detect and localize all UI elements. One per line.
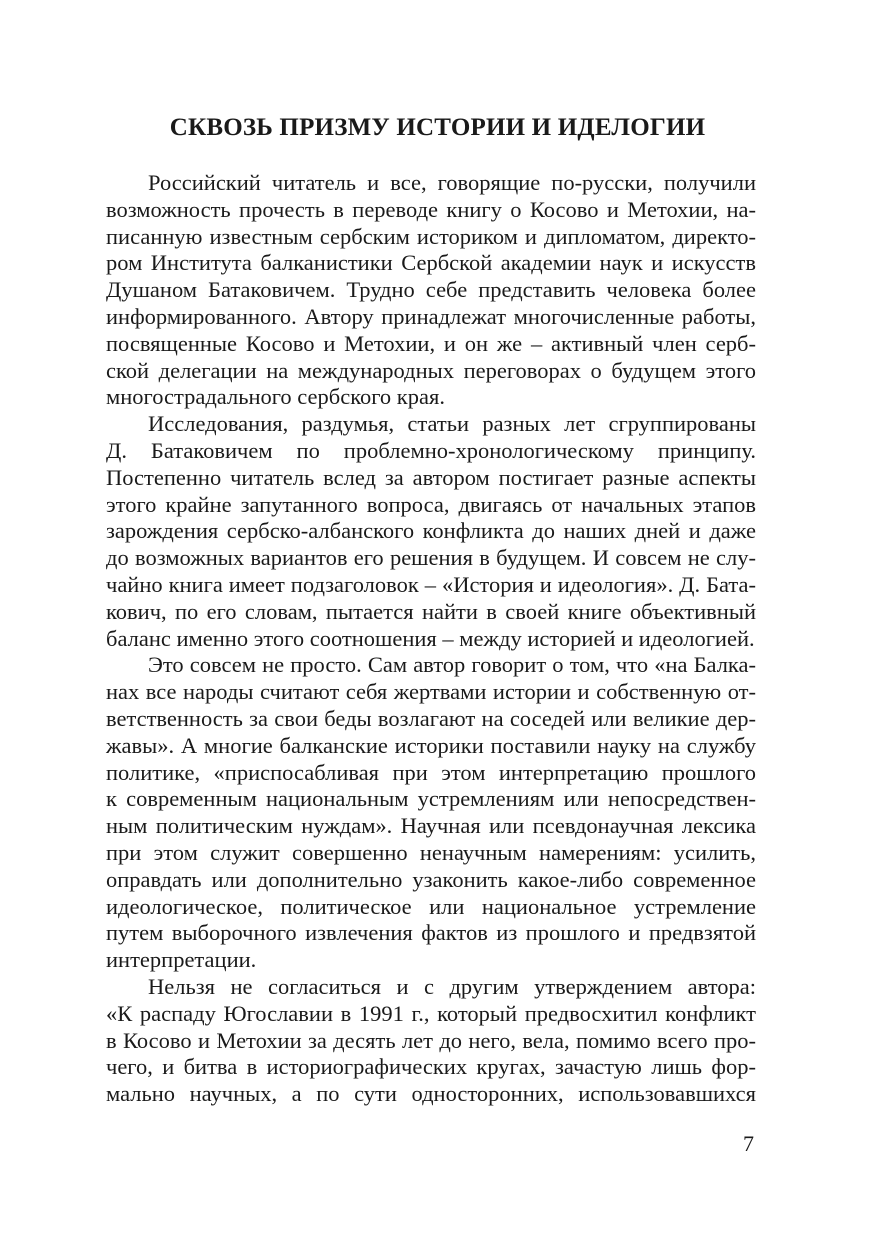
text-line: оправдать или дополнительно узаконить какое-либо современное <box>106 866 756 892</box>
text-line: ветственность за свои беды возлагают на соседей или великие дер- <box>106 705 756 731</box>
text-line: мально научных, а по сути односторонних, использовавшихся <box>106 1081 756 1107</box>
paragraph-3 <box>106 652 756 974</box>
text-line: зарождения сербско-албанского конфликта до наших дней и даже <box>106 518 756 544</box>
text-line: ской делегации на международных переговорах о будущем этого <box>106 357 756 383</box>
paragraph-2 <box>106 411 756 652</box>
text-line: чего, и битва в историографических кругах, зачастую лишь фор- <box>106 1054 756 1080</box>
text-line: Российский читатель и все, говорящие по-русски, получили <box>148 170 756 195</box>
text-line: баланс именно этого соотношения – между историей и идеологией. <box>106 625 755 651</box>
text-line: до возможных вариантов его решения в будущем. И совсем не слу- <box>106 545 756 571</box>
text-line: интерпретации. <box>106 947 257 973</box>
text-line: к современным национальным устремлениям или непосредствен- <box>106 786 756 812</box>
text-line: информированного. Автору принадлежат многочисленные работы, <box>106 303 756 329</box>
body-text <box>106 170 756 1108</box>
text-line: политике, «приспосабливая при этом интерпретацию прошлого <box>106 759 756 785</box>
text-line: «К распаду Югославии в 1991 г., который предвосхитил конфликт <box>106 1000 756 1026</box>
text-line: Нельзя не согласиться и с другим утверждением автора: <box>148 973 756 999</box>
text-line: путем выборочного извлечения фактов из прошлого и предвзятой <box>106 920 756 946</box>
text-line: нах все народы считают себя жертвами истории и собственную от- <box>106 679 756 705</box>
text-line: возможность прочесть в переводе книгу о Косово и Метохии, на- <box>106 196 756 222</box>
page-number: 7 <box>743 1131 754 1156</box>
paragraph-4 <box>106 974 756 1108</box>
text-line: писанную известным сербским историком и дипломатом, директо- <box>106 223 756 249</box>
text-line: ным политическим нуждам». Научная или псевдонаучная лексика <box>106 813 756 839</box>
text-line: Это совсем не просто. Сам автор говорит о том, что «на Балка- <box>148 652 756 678</box>
text-line: при этом служит совершенно ненаучным намерениям: усилить, <box>106 839 756 865</box>
text-line: жавы». А многие балканские историки поставили науку на службу <box>106 732 756 758</box>
chapter-title: СКВОЗЬ ПРИЗМУ ИСТОРИИ И ИДЕЛОГИИ <box>169 114 706 141</box>
text-line: кович, по его словам, пытается найти в своей книге объективный <box>106 598 756 624</box>
text-line: посвященные Косово и Метохии, и он же – активный член серб- <box>106 330 756 356</box>
text-line: чайно книга имеет подзаголовок – «История и идеология». Д. Бата- <box>106 571 756 597</box>
text-line: многострадального сербского края. <box>106 384 445 410</box>
text-line: Постепенно читатель вслед за автором постигает разные аспекты <box>106 464 756 490</box>
text-line: идеологическое, политическое или национальное устремление <box>106 893 756 919</box>
text-line: Исследования, раздумья, статьи разных лет сгруппированы <box>148 411 756 437</box>
text-line: этого крайне запутанного вопроса, двигаясь от начальных этапов <box>106 491 756 517</box>
text-line: Д. Батаковичем по проблемно-хронологическому принципу. <box>106 437 756 463</box>
paragraph-1 <box>106 170 756 411</box>
text-line: ром Института балканистики Сербской академии наук и искусств <box>106 250 756 276</box>
text-line: в Косово и Метохии за десять лет до него, вела, помимо всего про- <box>106 1027 756 1053</box>
text-line: Душаном Батаковичем. Трудно себе представить человека более <box>106 277 756 303</box>
